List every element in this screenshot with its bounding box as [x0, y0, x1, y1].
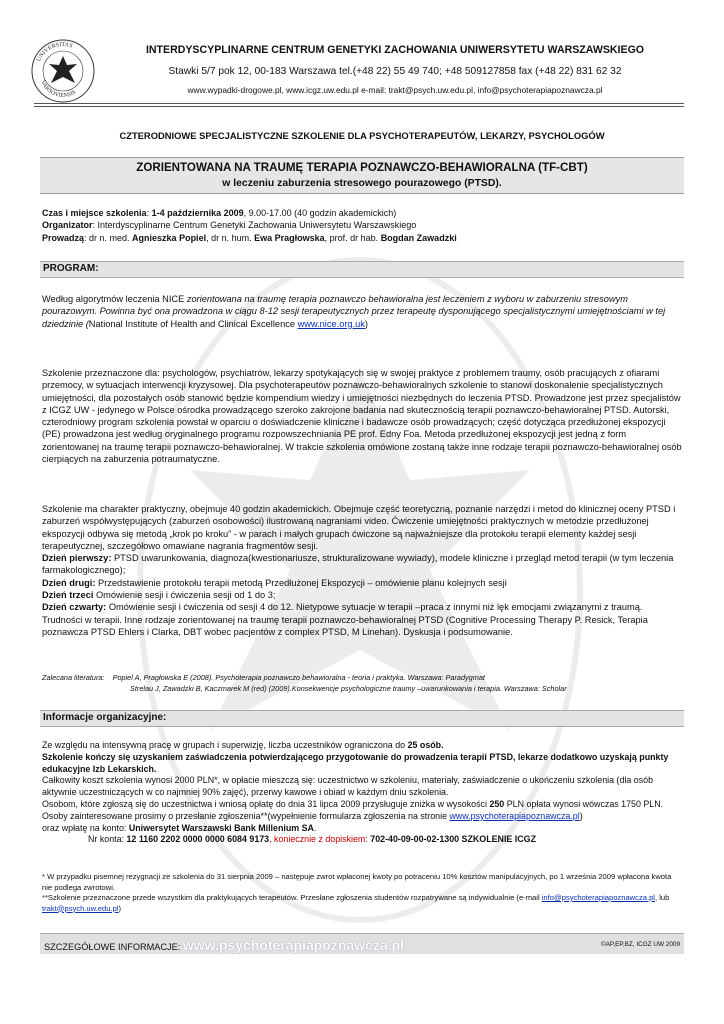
account-remark-label: , koniecznie z dopiskiem:: [269, 834, 368, 845]
day-1: [42, 552, 682, 577]
lecturer-name-2: Ewa Pragłowska: [254, 232, 325, 243]
org-line-1: [42, 740, 682, 752]
day-4-label: Dzień czwarty:: [42, 602, 107, 613]
time-sep: :: [146, 208, 152, 218]
org-info: [42, 740, 682, 846]
discount-note: [42, 799, 682, 811]
footnote-1: * W przypadku pisemnej rezygnacji ze szkolenia do 31 sierpnia 2009 – następuje zwrot wpłaconej kwoty po potraceniu 10% kosztów manipulacyjnych, po 1 września 2009 wpłacona kwota nie podlega zwrotowi.: [42, 872, 672, 892]
lecturer-title-1: : dr n. med.: [84, 232, 133, 243]
p1-close: ): [364, 318, 369, 329]
program-heading-bar: [40, 261, 684, 278]
lecturer-name-3: Bogdan Zawadzki: [380, 232, 457, 243]
application-note: [42, 811, 682, 823]
day-2-label: Dzień drugi:: [42, 577, 96, 588]
cost-note: Całkowity koszt szkolenia wynosi 2000 PLN*, w opłacie mieszczą się: uczestnictwo w szkoleniu, materiały, zaświadczenie o ukończeniu szkolenia (dla osób aktywnie uczestniczących w co najmniej 90% zajęć), przerwy kawowe i obiad w każdym dniu szkolenia.: [42, 775, 654, 798]
day-3-text: Omówienie sesji i ćwiczenia sesji od 1 do 3;: [93, 590, 276, 601]
payment-text: oraz wpłatę na konto:: [42, 822, 129, 833]
footnote-2-close: ): [118, 903, 122, 913]
day-4-text: Omówienie sesji i ćwiczenia od sesji 4 do 12. Nietypowe sytuacje w terapii –praca z innymi niż lęk emocjami związanymi z traumą. Trudności w terapii. Inne rodzaje zorientowanej na traumę terapii poznawczo-behawioralnej PTSD (Cognitive Processing Therapy P. Resick, Terapia poznawcza PTSD Ehlers i Clarka, DBT wobec pacjentów z complex PTSD, M Linehan). Dyskusja i podsumowanie.: [42, 602, 648, 637]
org-line-1-text: Ze względu na intensywną pracę w grupach i superwizję, liczba uczestników ograniczona do: [42, 740, 408, 750]
svg-text:UNIVERSITAS: [36, 42, 73, 63]
lecturer-name-1: Agnieszka Popiel: [132, 232, 207, 243]
trakt-email-link[interactable]: trakt@psych.uw.edu.pl: [42, 903, 119, 913]
org-line-2: [42, 752, 682, 776]
institution-name: INTERDYSCYPLINARNE CENTRUM GENETYKI ZACHOWANIA UNIWERSYTETU WARSZAWSKIEGO: [145, 44, 645, 56]
lecturers-line: [42, 232, 682, 244]
program-audience: [42, 367, 682, 465]
literature-item-1: Popiel A, Pragłowska E (2008). Psychoterapia poznawczo behawioralna - teoria i praktyka. Warszawa: Paradygmat: [112, 673, 485, 682]
footer-label: SZCZEGÓŁOWE INFORMACJE:: [44, 942, 183, 952]
day-1-text: PTSD uwarunkowania, diagnoza(kwestionariusze, strukturalizowane wywiady), modele kliniczne i przegląd metod terapii (w tym leczenia farmakologicznego);: [42, 553, 674, 576]
university-seal-logo: [30, 38, 96, 104]
header-divider-2: [34, 106, 684, 107]
course-category: CZTERODNIOWE SPECJALISTYCZNE SZKOLENIE DLA PSYCHOTERAPEUTÓW, LEKARZY, PSYCHOLOGÓW: [119, 130, 605, 141]
lecturers-label: Prowadzą: [42, 232, 85, 243]
account-line: [42, 834, 682, 846]
lecturer-title-3: , prof. dr hab.: [324, 232, 381, 243]
day-4: [42, 601, 682, 638]
participants-limit: 25 osób.: [407, 740, 444, 750]
header-divider: [34, 103, 684, 104]
day-3-label: Dzień trzeci: [42, 590, 94, 601]
literature: [42, 673, 682, 694]
certificate-note: Szkolenie kończy się uzyskaniem zaświadczenia potwierdzającego przygotowanie do prowadzenia terapii PTSD, lekarze dodatkowo uzyskają punkty edukacyjne Izb Lekarskich.: [42, 751, 669, 774]
time-label: Czas i miejsce szkolenia: [42, 208, 147, 218]
course-title: ZORIENTOWANA NA TRAUMĘ TERAPIA POZNAWCZO-BEHAWIORALNA (TF-CBT): [136, 161, 588, 174]
time-line: [42, 207, 682, 219]
discount-amount: 250: [489, 798, 505, 809]
organizer-label: Organizator: [42, 220, 93, 231]
footnote-2-or: , lub: [655, 893, 670, 902]
footer-info: [44, 937, 404, 953]
organizer-line: [42, 219, 682, 231]
p2-text: Szkolenie przeznaczone dla: psychologów, psychiatrów, lekarzy spotykających się w swojej praktyce z problemem traumy, osób pracujących z ofiarami przemocy, w sytuacjach interwencji kryzysowej. Dla psychoterapeutów poznawczo-behawioralnych szkolenie to stanowi doskonalenie specjalistycznych umiejętności, dla pozostałych osób stanowić będzie kompendium wiedzy i umiejętności niezbędnych do leczenia PTSD. Prowadzone jest przez specjalistów z ICGZ UW - jedynego w Polsce ośrodka prowadzącego szeroko zakrojone badania nad skutecznością terapii poznawczo-behawioralnej PTSD. Autorski, czterodniowy program szkolenia powstał w oparciu o doświadczenie kliniczne i badawcze osób prowadzących; część dotycząca przedłużonej ekspozycji (PE) prowadzona jest według oryginalnego programu rozpowszechniania PE prof. Edny Foa. Metoda przedłużonej ekspozycji jest jedną z form zorientowanej na traumę terapii poznawczo-behawioralnej. W trakcie szkolenia omówione zostaną także inne rodzaje terapii poznawczo-behawioralnej osób cierpiących na zaburzenia potraumatyczne.: [42, 368, 682, 465]
literature-label: Zalecana literatura:: [42, 673, 105, 682]
seal-text-bottom: VARSOVIENSIS: [39, 79, 78, 100]
discount-text: Osobom, które zgłoszą się do uczestnictwa i wniosą opłatę do dnia 31 lipca 2009 przysługuje zniżka w wysokości: [42, 798, 490, 809]
account-number: 12 1160 2202 0000 0000 6084 9173: [126, 834, 270, 845]
program-intro: [42, 293, 682, 330]
footnote-2: [42, 893, 682, 914]
footnote-2-text: **Szkolenie przeznaczone przede wszystkim dla praktykujących terapeutów. Przesłane zgłoszenia studentów rozpatrywane są indywidualnie (e-mail: [42, 893, 542, 902]
bank-name: Uniwersytet Warszawski Bank Millenium SA: [128, 822, 314, 833]
application-link[interactable]: www.psychoterapiapoznawcza.pl: [449, 810, 580, 821]
literature-2: [42, 684, 682, 695]
program-heading: PROGRAM:: [43, 263, 99, 274]
program-details: [42, 503, 682, 638]
day-2: [42, 577, 682, 589]
org-heading: Informacje organizacyjne:: [43, 712, 167, 723]
day-3: [42, 589, 682, 601]
p1-italic: zorientowana na traumę terapia poznawczo behawioralna jest leczeniem z wyboru w zaburzeniu stresowym pourazowym. Powinna być ona prowadzona w ciągu 8-12 sesji terapeutycznych przez terapeutę dysponującego specjalistycznymi umiejętnościami w tej dziedzinie (: [42, 294, 666, 329]
seal-text-top: UNIVERSITAS: [36, 41, 74, 63]
day-2-text: Przedstawienie protokołu terapii metodą Przedłużonej Ekspozycji – omówienie planu kolejnych sesji: [95, 577, 507, 588]
footer-url[interactable]: www.psychoterapiapoznawcza.pl: [182, 937, 405, 953]
time-rest: , 9.00-17.00 (40 godzin akademickich): [243, 208, 397, 218]
nice-link[interactable]: www.nice.org.uk: [297, 318, 365, 329]
literature-1: [42, 673, 682, 684]
footer-copyright: ©AP,EP,BZ, ICGZ UW 2009: [600, 941, 680, 948]
payment-dot: .: [313, 822, 317, 833]
info-email-link[interactable]: info@psychoterapiapoznawcza.pl: [541, 893, 655, 902]
day-1-label: Dzień pierwszy:: [42, 553, 112, 564]
footnotes: [42, 872, 682, 914]
application-close: ): [579, 810, 583, 821]
lecturer-title-2: , dr n. hum.: [206, 232, 255, 243]
account-remark: 702-40-09-00-02-1300 SZKOLENIE ICGZ: [367, 834, 536, 845]
institution-web: www.wypadki-drogowe.pl, www.icgz.uw.edu.pl e-mail: trakt@psych.uw.edu.pl, info@psychoterapiapoznawcza.pl: [187, 85, 603, 95]
course-subtitle: w leczeniu zaburzenia stresowego pourazowego (PTSD).: [222, 178, 502, 189]
literature-item-2: Strelau J, Zawadzki B, Kaczmarek M (red) (2009).Konsekwencje psychologiczne traumy –uwarunkowania i terapia. Warszawa: Scholar: [130, 683, 567, 693]
institution-address: Stawki 5/7 pok 12, 00-183 Warszawa tel.(+48 22) 55 49 740; +48 509127858 fax (+48 22) 831 62 32: [168, 66, 622, 77]
p3-text: Szkolenie ma charakter praktyczny, obejmuje 40 godzin akademickich. Obejmuje część teoretyczną, poznanie narzędzi i metod do klinicznej oceny PTSD i zaburzeń współwystępujących (zaburzeń osobowości) ilustrowaną nagraniami video. Ćwiczenie umiejętności praktycznych w metodzie przedłużonej ekspozycji odbywa się metodą „krok po kroku” - w parach i małych grupach ćwiczone są najważniejsze dla protokołu terapii elementy każdej sesji terapeutycznej, szczegółowo omawiane nagrania fragmentów sesji.: [42, 504, 676, 551]
payment-note: [42, 823, 682, 835]
account-label: Nr konta:: [88, 834, 127, 845]
org-heading-bar: [40, 710, 684, 727]
discount-text-2: PLN opłata wynosi wówczas 1750 PLN.: [504, 798, 664, 809]
organizer-value: : Interdyscyplinarne Centrum Genetyki Zachowania Uniwersytetu Warszawskiego: [92, 220, 417, 231]
time-date: 1-4 października 2009: [151, 208, 244, 218]
course-info: [42, 207, 682, 244]
application-text: Osoby zainteresowane prosimy o przesłanie zgłoszenia**(wypełnienie formularza zgłoszenia na stronie: [42, 810, 450, 821]
p1-text: Według algorytmów leczenia NICE: [42, 294, 187, 304]
p1-source: National Institute of Health and Clinical Excellence: [88, 318, 298, 329]
